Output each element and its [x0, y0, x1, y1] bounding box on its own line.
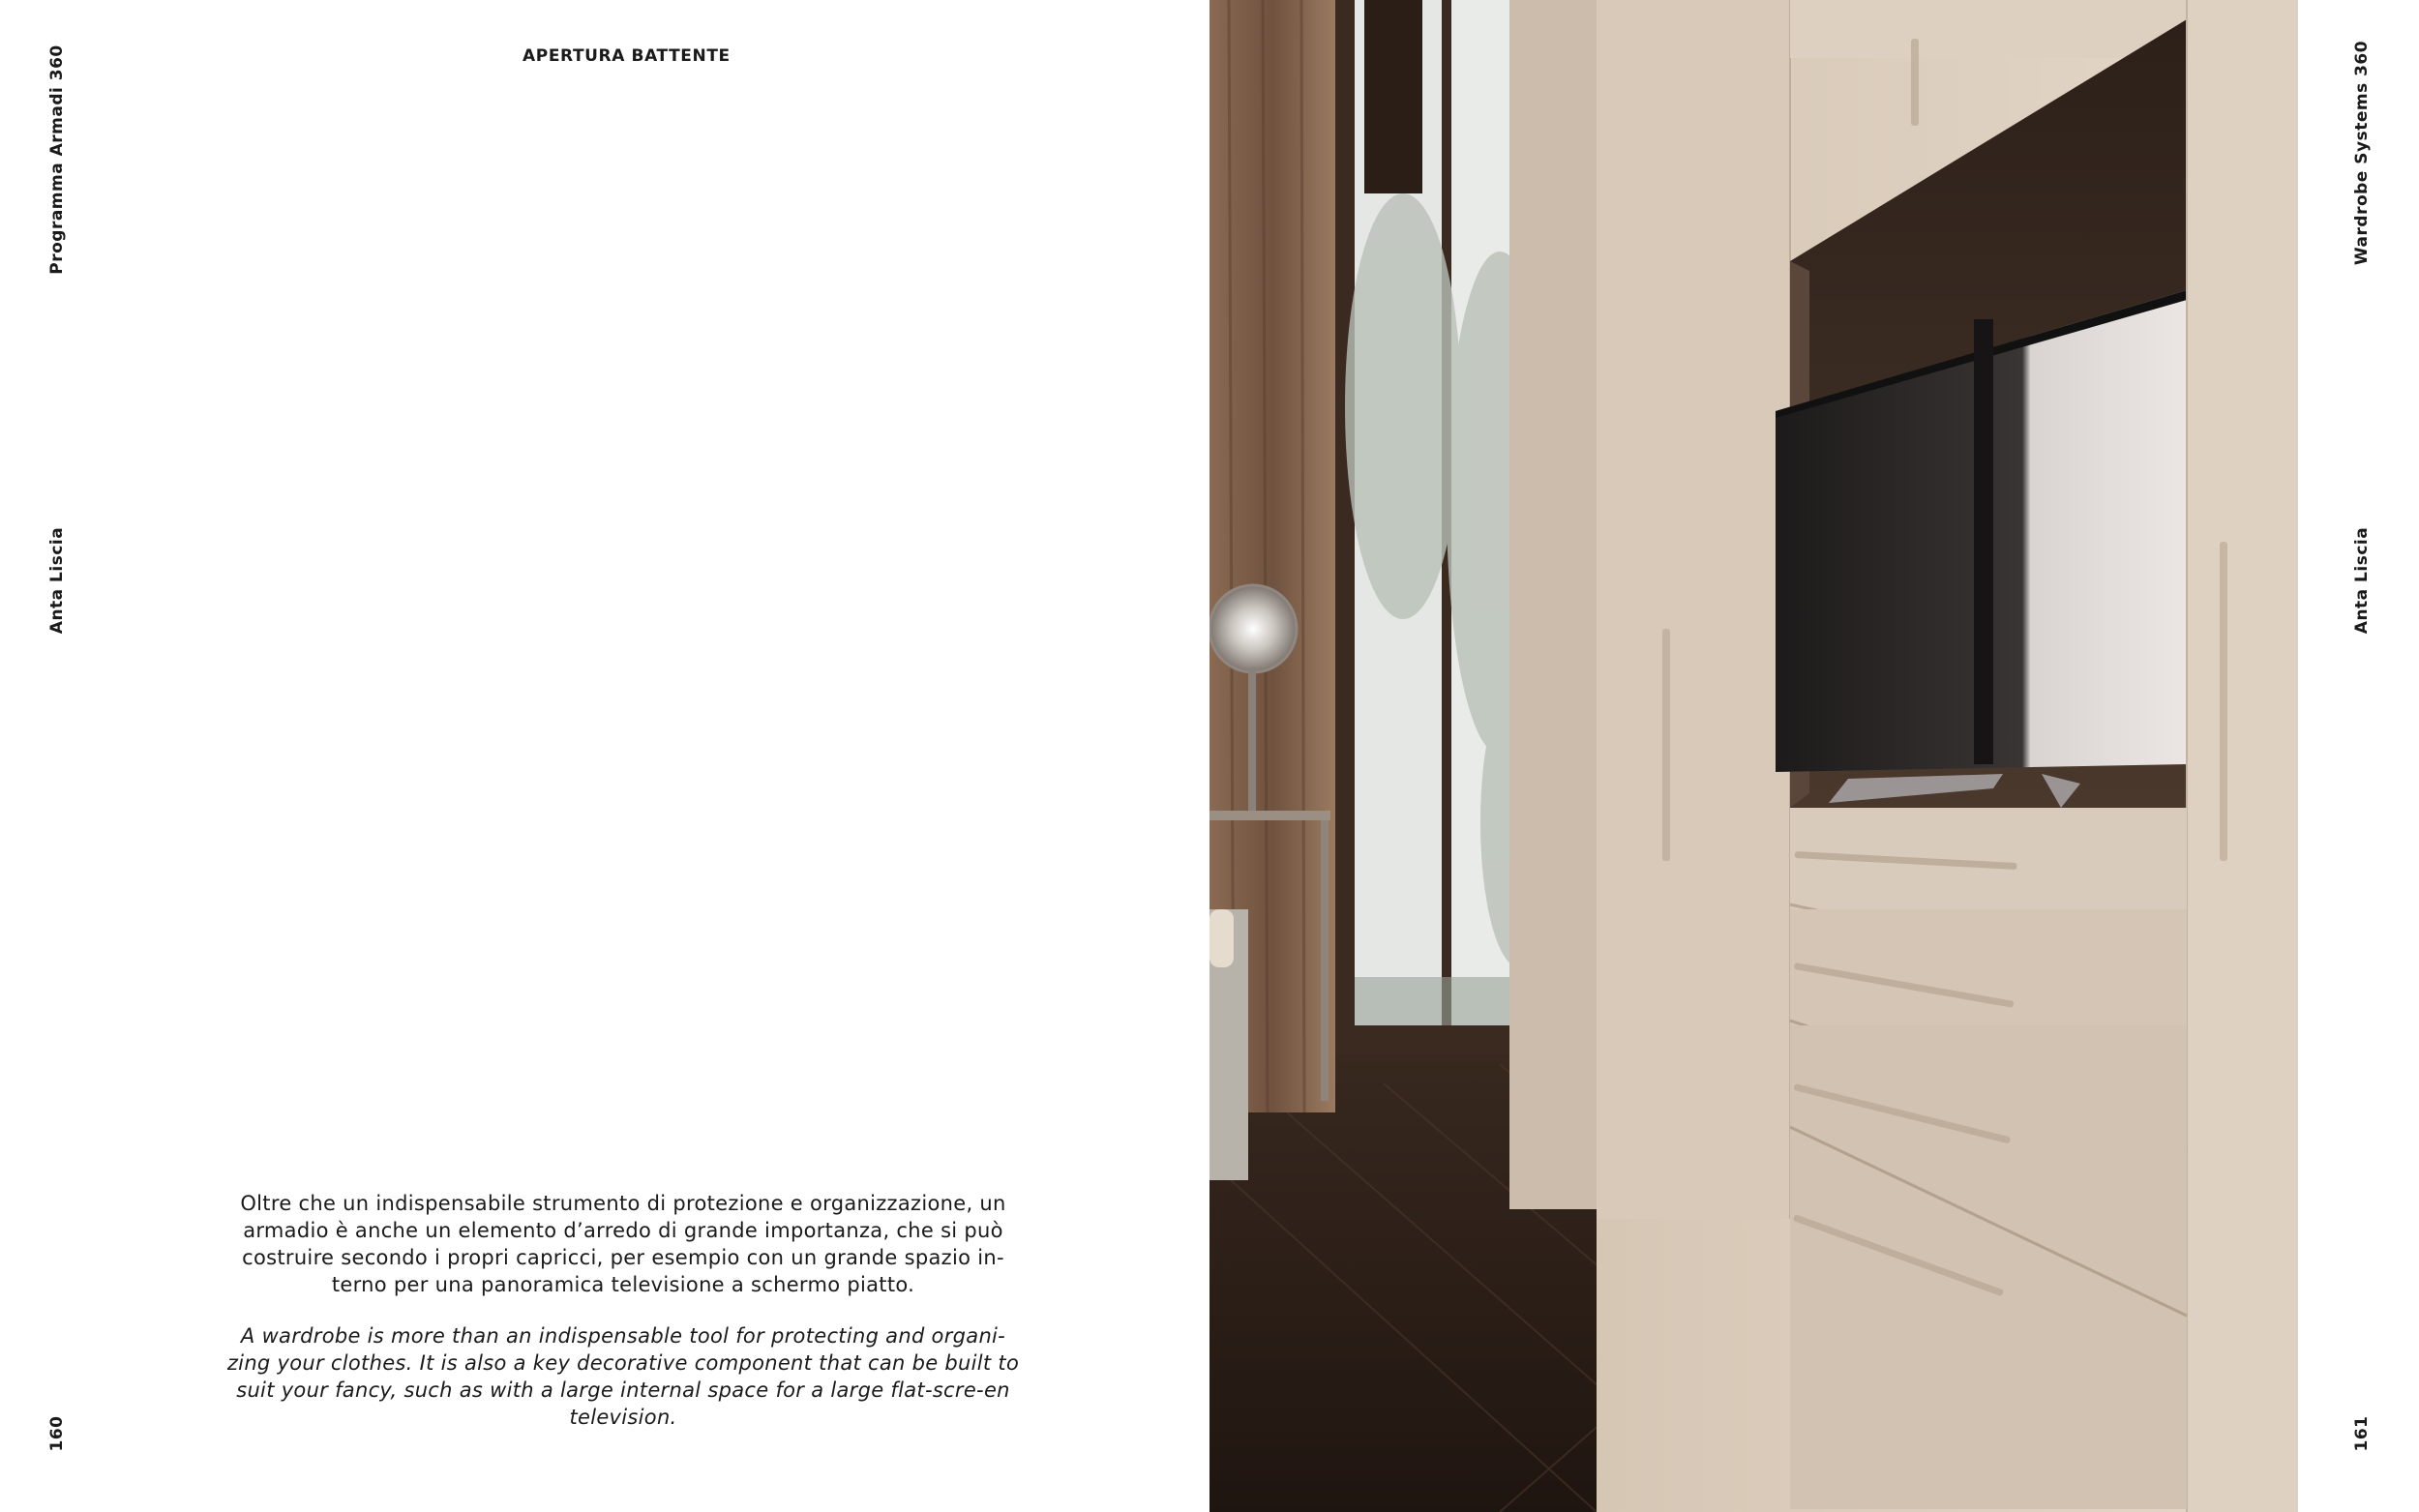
- right-page-number: 161: [2352, 1415, 2372, 1452]
- wardrobe-photo: [1210, 0, 2298, 1512]
- right-running-head: Wardrobe Systems 360: [2352, 40, 2372, 266]
- left-running-head: Programma Armadi 360: [47, 44, 67, 275]
- section-title: APERTURA BATTENTE: [523, 46, 731, 66]
- paragraph-english: A wardrobe is more than an indispensable tool for protecting and organi-zing your clothes. It is also a key decorative component that can be built to suit your fancy, such as with a large internal space for a large flat-scre-en television.: [226, 1324, 1020, 1429]
- paragraph-italian: Oltre che un indispensabile strumento di protezione e organizzazione, un armadio è anche un elemento d’arredo di grande importanza, che si può costruire secondo i propri capricci, per esempio con un grande spazio in-terno per una panoramica televisione a schermo piatto.: [240, 1192, 1006, 1296]
- left-page-number: 160: [47, 1415, 67, 1452]
- left-section-label: Anta Liscia: [47, 526, 67, 635]
- wardrobe-scene-illustration: [1210, 0, 2298, 1512]
- right-section-label: Anta Liscia: [2352, 526, 2372, 635]
